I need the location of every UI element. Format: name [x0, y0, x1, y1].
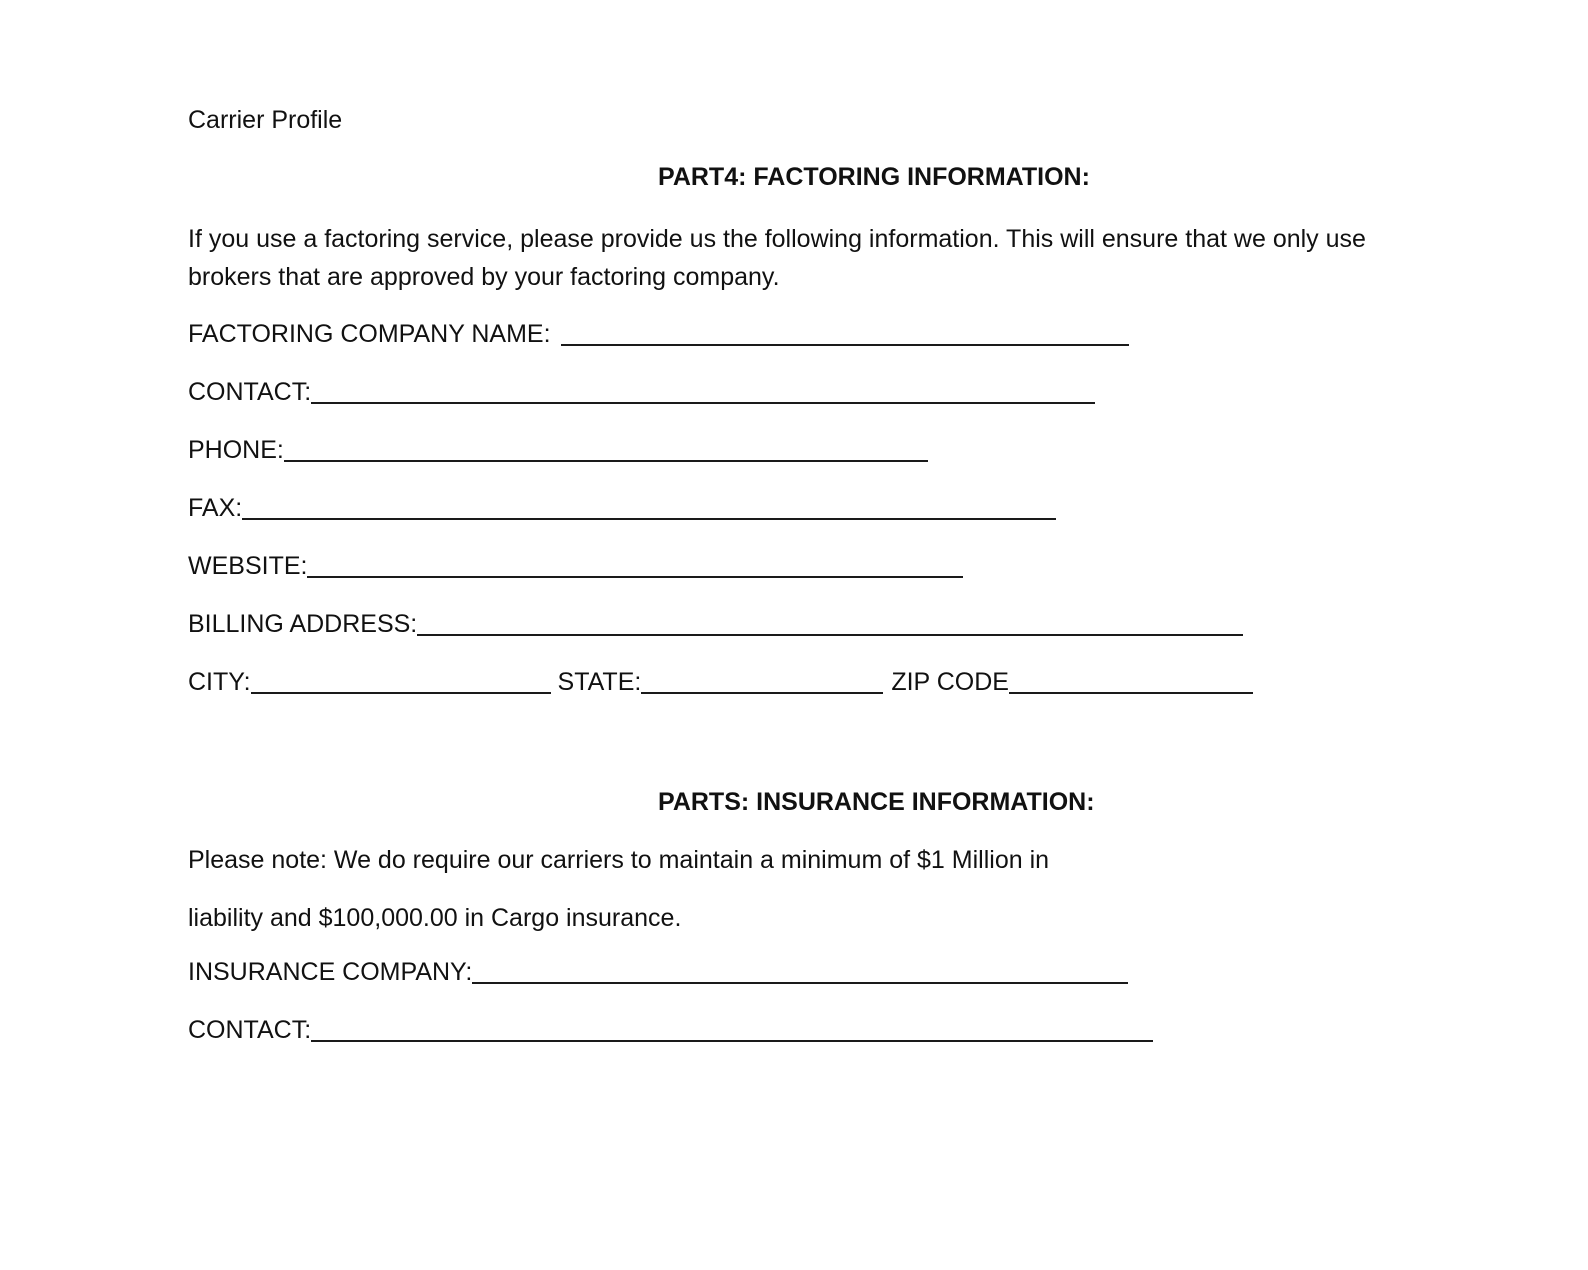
factoring-city-state-zip-row — [188, 665, 1253, 697]
insurance-contact-label: CONTACT: — [188, 1016, 312, 1044]
factoring-company-name-label: FACTORING COMPANY NAME: — [188, 320, 551, 348]
part4-intro: If you use a factoring service, please provide us the following information. This will ensure that we only use brokers that are approved by your factoring company. — [188, 225, 1366, 291]
factoring-zip-label: ZIP CODE — [891, 668, 1009, 696]
insurance-company-input[interactable] — [472, 958, 1128, 984]
factoring-phone-label: PHONE: — [188, 436, 284, 464]
insurance-company-label: INSURANCE COMPANY: — [188, 958, 473, 986]
factoring-city-label: CITY: — [188, 668, 251, 696]
insurance-contact-field — [188, 1013, 1153, 1045]
factoring-contact-input[interactable] — [311, 378, 1095, 404]
part4-title: PART4: FACTORING INFORMATION: — [658, 163, 1090, 191]
factoring-website-label: WEBSITE: — [188, 552, 308, 580]
factoring-fax-label: FAX: — [188, 494, 243, 522]
insurance-contact-input[interactable] — [311, 1016, 1153, 1042]
factoring-fax-input[interactable] — [242, 494, 1056, 520]
part5-title: PARTS: INSURANCE INFORMATION: — [658, 788, 1095, 816]
factoring-phone-input[interactable] — [284, 436, 928, 462]
factoring-contact-label: CONTACT: — [188, 378, 312, 406]
factoring-zip-input[interactable] — [1009, 668, 1253, 694]
factoring-billing-address-input[interactable] — [417, 610, 1243, 636]
factoring-website-field — [188, 549, 963, 581]
factoring-state-label: STATE: — [557, 668, 642, 696]
factoring-city-input[interactable] — [251, 668, 551, 694]
part5-note-line2: liability and $100,000.00 in Cargo insurance. — [188, 904, 682, 932]
factoring-contact-field — [188, 375, 1095, 407]
part5-note-line1: Please note: We do require our carriers to maintain a minimum of $1 Million in — [188, 846, 1050, 874]
factoring-company-name-field — [188, 317, 1129, 349]
factoring-fax-field — [188, 491, 1056, 523]
factoring-website-input[interactable] — [307, 552, 963, 578]
factoring-company-name-input[interactable] — [561, 320, 1129, 346]
insurance-company-field — [188, 955, 1128, 987]
factoring-phone-field — [188, 433, 928, 465]
factoring-billing-address-label: BILLING ADDRESS: — [188, 610, 418, 638]
factoring-state-input[interactable] — [641, 668, 883, 694]
document-header: Carrier Profile — [188, 106, 343, 134]
factoring-billing-address-field — [188, 607, 1243, 639]
